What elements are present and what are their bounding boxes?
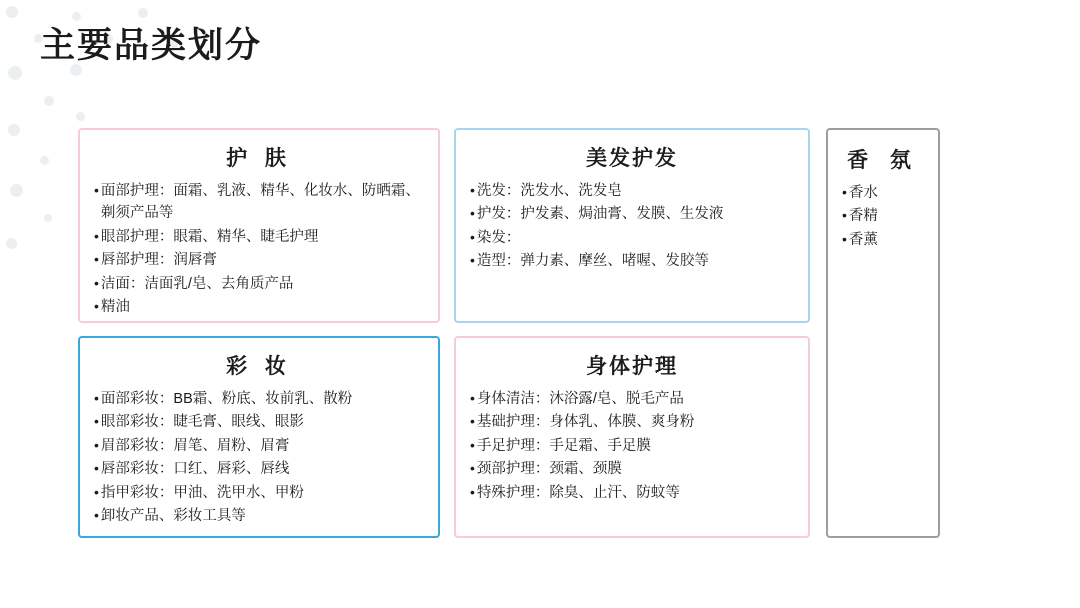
list-item: [94, 180, 426, 225]
bullet-icon: •: [94, 483, 99, 500]
bullet-icon: •: [94, 413, 99, 430]
card-title-skin: 护 肤: [226, 147, 292, 170]
list-item: [842, 205, 926, 227]
list-item: [94, 388, 426, 410]
list-item-text: 洗发：洗发水、洗发皂: [476, 183, 622, 199]
decorative-dot: [44, 214, 52, 222]
bullet-icon: •: [470, 390, 475, 406]
bullet-icon: •: [842, 207, 847, 224]
bullet-icon: •: [470, 436, 475, 453]
list-item: [470, 227, 796, 249]
bullet-icon: •: [470, 228, 475, 245]
category-card-makeup: [78, 336, 440, 538]
category-card-hair: [454, 128, 810, 323]
card-body-makeup: [80, 388, 438, 537]
list-item-text: 颈部护理：颈霜、颈膜: [476, 461, 622, 478]
list-item-text: 卸妆产品、彩妆工具等: [100, 508, 246, 525]
card-body-body: [456, 388, 808, 513]
card-title-hair: 美发护发: [586, 147, 678, 170]
bullet-icon: •: [94, 274, 99, 291]
list-item-text: 身体清洁：沐浴露/皂、脱毛产品: [476, 391, 684, 407]
list-item-text: 指甲彩妆：甲油、洗甲水、甲粉: [100, 484, 304, 501]
list-item-text: 染发：: [476, 229, 521, 246]
list-item-text: 香薰: [848, 231, 878, 248]
list-item-text: 眉部彩妆：眉笔、眉粉、眉膏: [100, 437, 290, 454]
list-item-text: 面部护理：面霜、乳液、精华、化妆水、防晒霜、剃须产品等: [100, 183, 420, 222]
list-item: [470, 203, 796, 225]
card-title-makeup: 彩 妆: [226, 355, 292, 378]
bullet-icon: •: [94, 507, 99, 524]
bullet-icon: •: [470, 483, 475, 500]
decorative-dot: [44, 96, 54, 106]
bullet-icon: •: [94, 390, 99, 406]
list-item-text: 唇部护理：润唇膏: [100, 252, 217, 269]
list-item: [470, 250, 796, 272]
bullet-icon: •: [94, 182, 99, 198]
list-item: [470, 411, 796, 433]
list-item-text: 护发：护发素、焗油膏、发膜、生发液: [476, 206, 724, 223]
card-body-hair: [456, 180, 808, 282]
decorative-dot: [6, 238, 17, 249]
list-item-text: 基础护理：身体乳、体膜、爽身粉: [476, 414, 695, 431]
decorative-dot: [40, 156, 49, 165]
category-grid: [78, 128, 1018, 538]
list-item: [842, 182, 926, 204]
card-body-skin: [80, 180, 438, 328]
list-item-text: 眼部护理：眼霜、精华、睫毛护理: [100, 228, 319, 245]
bullet-icon: •: [842, 230, 847, 247]
list-item-text: 面部彩妆：BB霜、粉底、妆前乳、散粉: [100, 391, 353, 407]
decorative-dot: [6, 6, 18, 18]
decorative-dot: [76, 112, 85, 121]
card-body-fragrance: [828, 182, 938, 260]
list-item: [470, 180, 796, 202]
list-item: [94, 435, 426, 457]
list-item: [94, 505, 426, 527]
list-item-text: 唇部彩妆：口红、唇彩、唇线: [100, 461, 290, 478]
decorative-dot: [10, 184, 23, 197]
bullet-icon: •: [94, 251, 99, 268]
list-item: [842, 229, 926, 251]
decorative-dot: [138, 8, 148, 18]
list-item: [470, 458, 796, 480]
card-title-body: 身体护理: [586, 355, 678, 378]
list-item: [94, 458, 426, 480]
bullet-icon: •: [842, 184, 847, 200]
list-item: [94, 411, 426, 433]
bullet-icon: •: [470, 182, 475, 198]
list-item: [94, 296, 426, 318]
category-card-body: [454, 336, 810, 538]
bullet-icon: •: [470, 252, 475, 269]
bullet-icon: •: [94, 298, 99, 315]
list-item-text: 香精: [848, 208, 878, 225]
list-item-text: 造型：弹力素、摩丝、啫喔、发胶等: [476, 253, 709, 270]
list-item: [94, 482, 426, 504]
list-item: [94, 249, 426, 271]
bullet-icon: •: [470, 205, 475, 222]
bullet-icon: •: [94, 436, 99, 453]
list-item-text: 特殊护理：除臭、止汗、防蚊等: [476, 484, 680, 501]
bullet-icon: •: [470, 413, 475, 430]
decorative-dot: [8, 124, 20, 136]
bullet-icon: •: [94, 460, 99, 477]
page-title: 主要品类划分: [40, 26, 263, 65]
card-title-fragrance: 香 氛: [847, 149, 919, 172]
list-item: [470, 435, 796, 457]
category-card-skin: [78, 128, 440, 323]
category-card-fragrance: [826, 128, 940, 538]
bullet-icon: •: [470, 460, 475, 477]
list-item: [470, 482, 796, 504]
list-item-text: 手足护理：手足霜、手足膜: [476, 437, 651, 454]
decorative-dot: [8, 66, 22, 80]
list-item-text: 精油: [100, 299, 130, 316]
list-item: [94, 273, 426, 295]
list-item: [94, 226, 426, 248]
list-item-text: 香水: [848, 185, 878, 201]
bullet-icon: •: [94, 227, 99, 244]
list-item-text: 眼部彩妆：睫毛膏、眼线、眼影: [100, 414, 304, 431]
list-item: [470, 388, 796, 410]
list-item-text: 洁面：洁面乳/皂、去角质产品: [100, 275, 294, 292]
